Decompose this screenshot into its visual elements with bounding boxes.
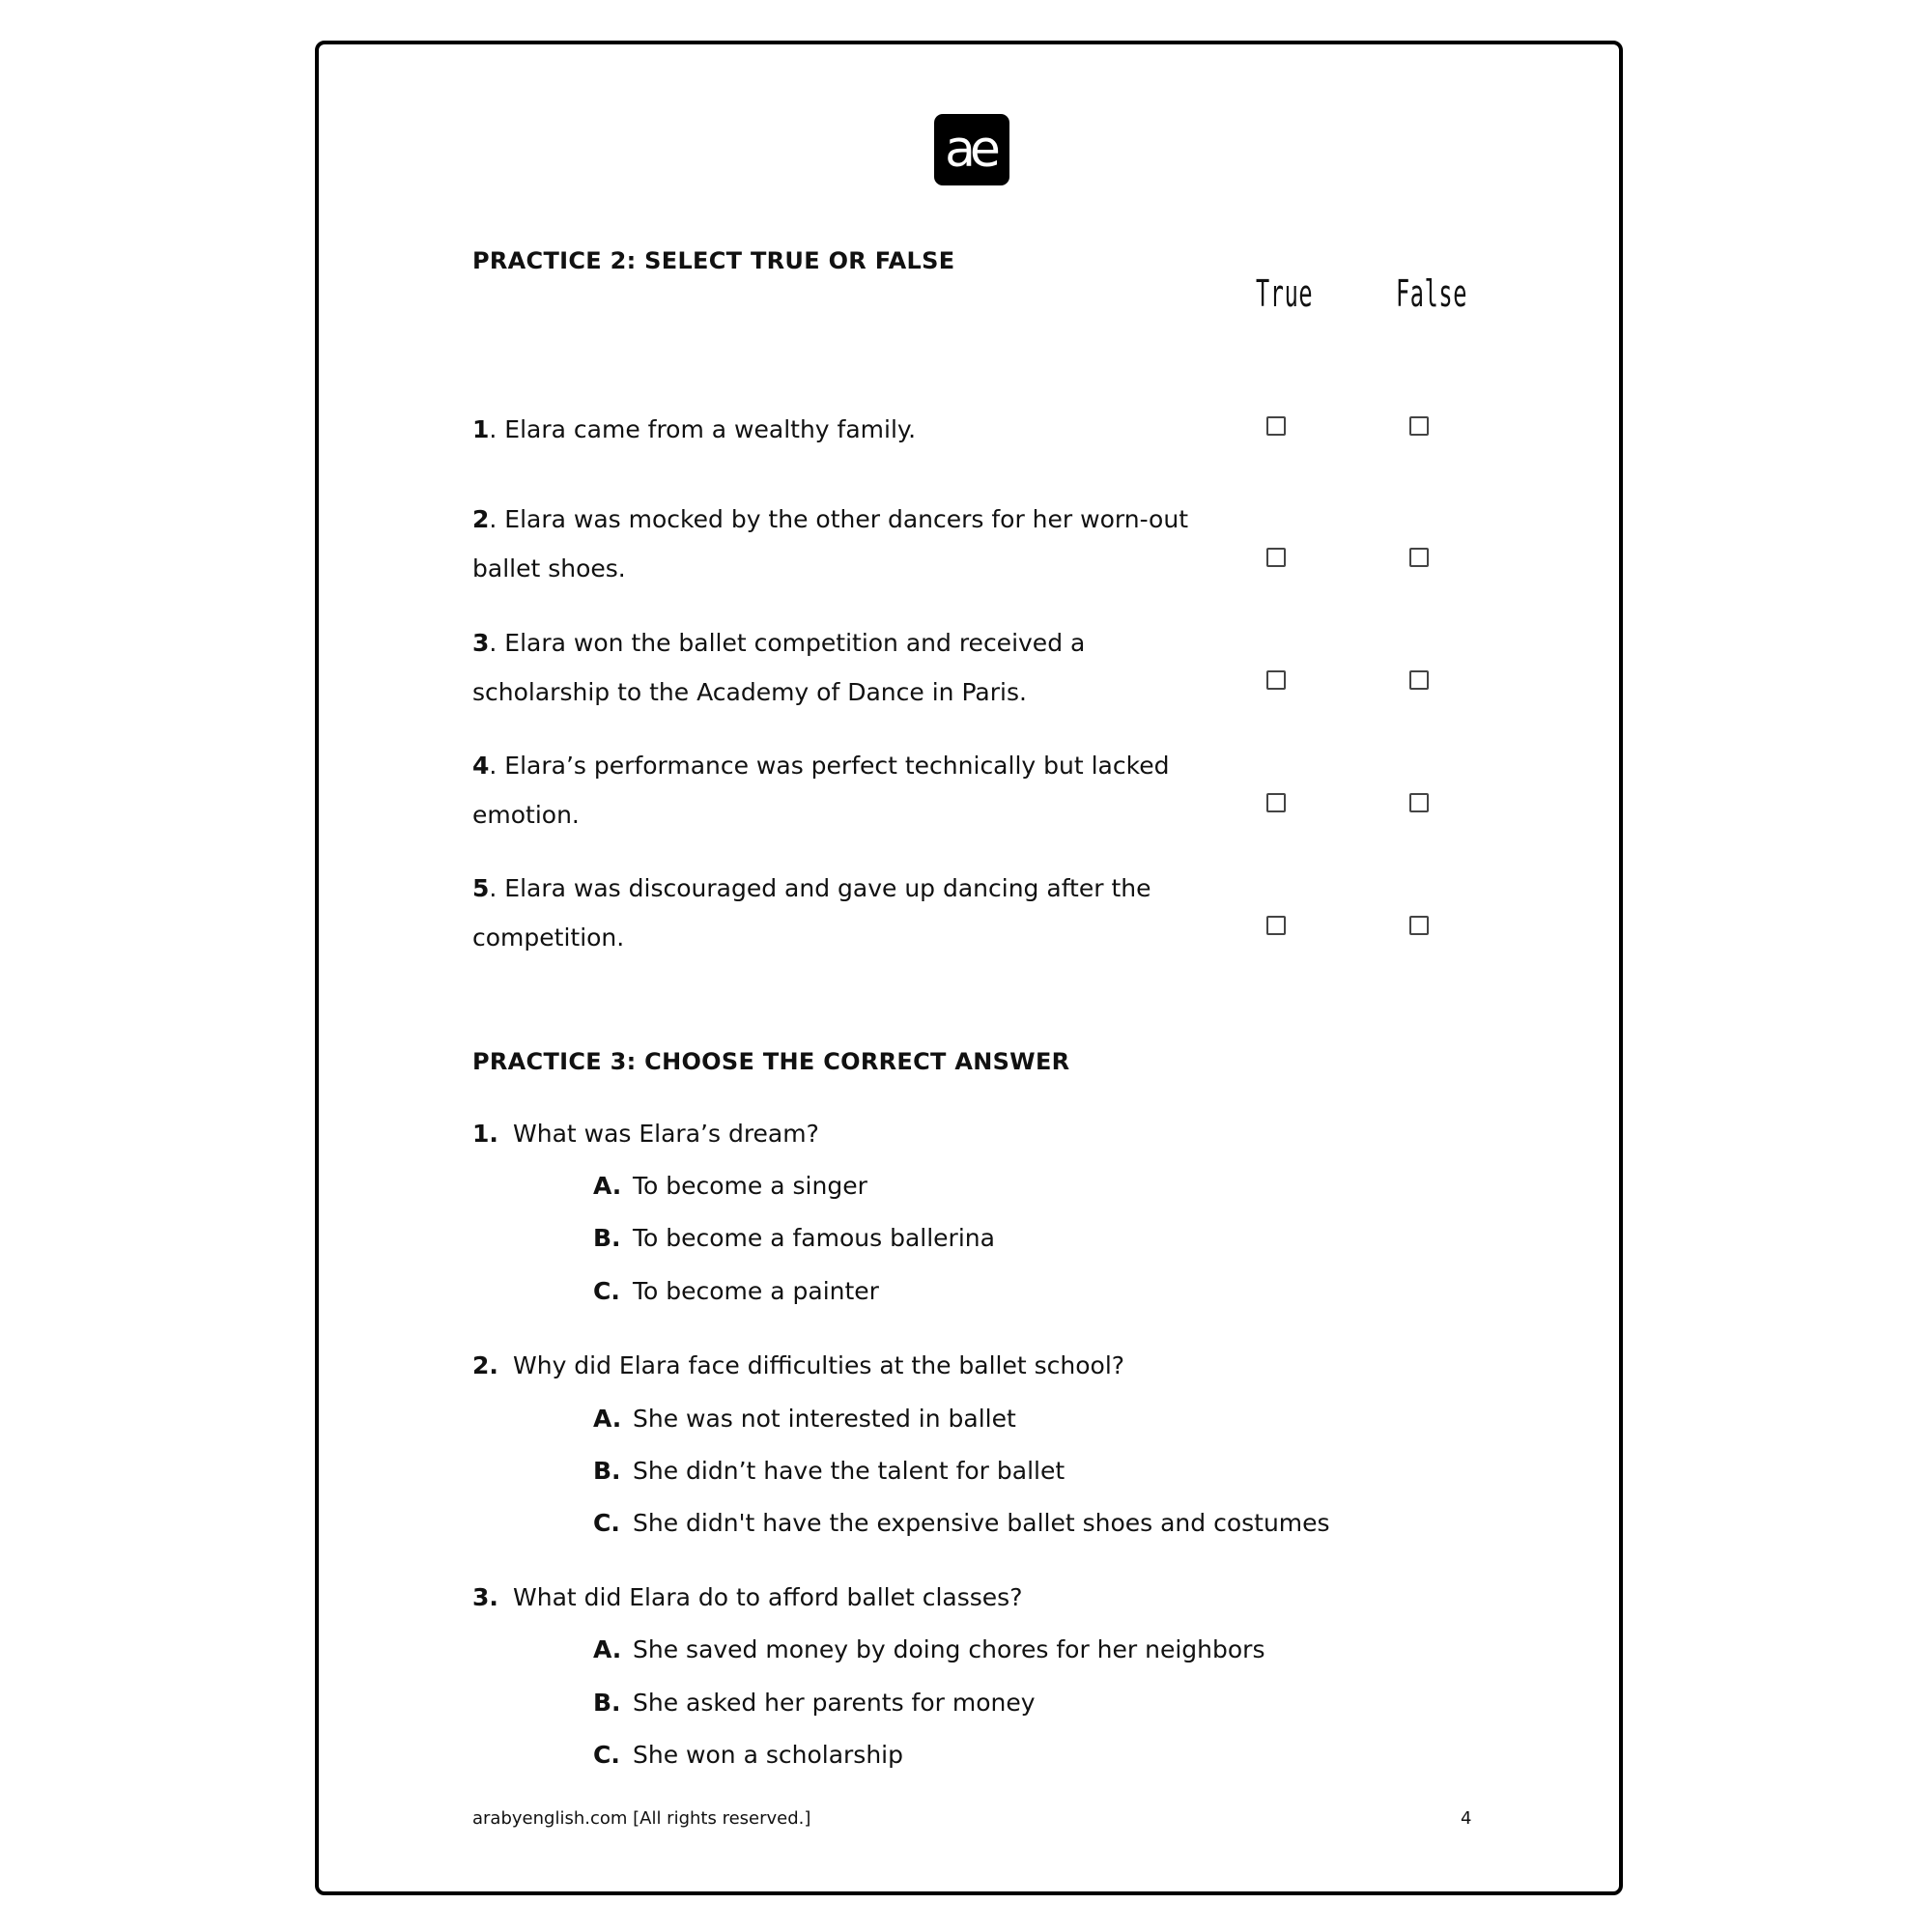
tf-statement: . Elara came from a wealthy family.	[489, 415, 917, 443]
question-number: 3.	[472, 1583, 498, 1611]
tf-item-number: 3	[472, 629, 490, 657]
tf-item-number: 1	[472, 415, 490, 443]
option-letter: B.	[593, 1689, 621, 1717]
option-text: She didn't have the expensive ballet shoes and costumes	[633, 1509, 1330, 1537]
question-text: What was Elara’s dream?	[513, 1120, 819, 1148]
option-letter: C.	[593, 1277, 620, 1305]
false-checkbox-5[interactable]	[1409, 916, 1429, 935]
ae-logo: ae	[934, 114, 1009, 185]
tf-statement: . Elara was discouraged and gave up dancing after the competition.	[472, 874, 1151, 952]
tf-item-number: 5	[472, 874, 490, 902]
option-text: She saved money by doing chores for her neighbors	[633, 1635, 1265, 1663]
option-letter: A.	[593, 1635, 622, 1663]
option-text: She asked her parents for money	[633, 1689, 1036, 1717]
tf-statement: . Elara was mocked by the other dancers for her worn-out ballet shoes.	[472, 505, 1188, 582]
footer-copyright: arabyenglish.com [All rights reserved.]	[472, 1808, 811, 1829]
practice3-heading: PRACTICE 3: CHOOSE THE CORRECT ANSWER	[472, 1048, 1070, 1075]
tf-statement: . Elara won the ballet competition and received a scholarship to the Academy of Dance in Paris.	[472, 629, 1086, 706]
tf-item-text	[472, 405, 1226, 454]
false-checkbox-4[interactable]	[1409, 793, 1429, 812]
question-text: Why did Elara face difficulties at the ballet school?	[513, 1351, 1125, 1379]
true-checkbox-3[interactable]	[1266, 670, 1286, 690]
tf-item-text	[472, 741, 1226, 839]
true-checkbox-4[interactable]	[1266, 793, 1286, 812]
practice2-heading: PRACTICE 2: SELECT TRUE OR FALSE	[472, 247, 955, 274]
tf-statement: . Elara’s performance was perfect technically but lacked emotion.	[472, 752, 1170, 829]
tf-item-number: 4	[472, 752, 490, 780]
true-checkbox-2[interactable]	[1266, 548, 1286, 567]
tf-item-number: 2	[472, 505, 490, 533]
question-text: What did Elara do to afford ballet classes?	[513, 1583, 1023, 1611]
option-text: To become a singer	[633, 1172, 867, 1200]
worksheet-page	[315, 41, 1623, 1895]
option-letter: C.	[593, 1741, 620, 1769]
false-checkbox-1[interactable]	[1409, 416, 1429, 436]
option-letter: A.	[593, 1172, 622, 1200]
tf-item-text	[472, 864, 1226, 962]
false-checkbox-3[interactable]	[1409, 670, 1429, 690]
question-number: 1.	[472, 1120, 498, 1148]
true-checkbox-5[interactable]	[1266, 916, 1286, 935]
true-checkbox-1[interactable]	[1266, 416, 1286, 436]
option-letter: B.	[593, 1224, 621, 1252]
option-text: She didn’t have the talent for ballet	[633, 1457, 1065, 1485]
tf-item-text	[472, 618, 1226, 717]
false-checkbox-2[interactable]	[1409, 548, 1429, 567]
true-column-label: True	[1256, 272, 1314, 315]
false-column-label: False	[1396, 272, 1468, 315]
option-text: She was not interested in ballet	[633, 1405, 1016, 1433]
option-letter: A.	[593, 1405, 622, 1433]
question-number: 2.	[472, 1351, 498, 1379]
option-letter: C.	[593, 1509, 620, 1537]
option-text: To become a famous ballerina	[633, 1224, 995, 1252]
tf-item-text	[472, 495, 1226, 593]
option-letter: B.	[593, 1457, 621, 1485]
option-text: She won a scholarship	[633, 1741, 903, 1769]
option-text: To become a painter	[633, 1277, 879, 1305]
page-number: 4	[1461, 1808, 1472, 1829]
